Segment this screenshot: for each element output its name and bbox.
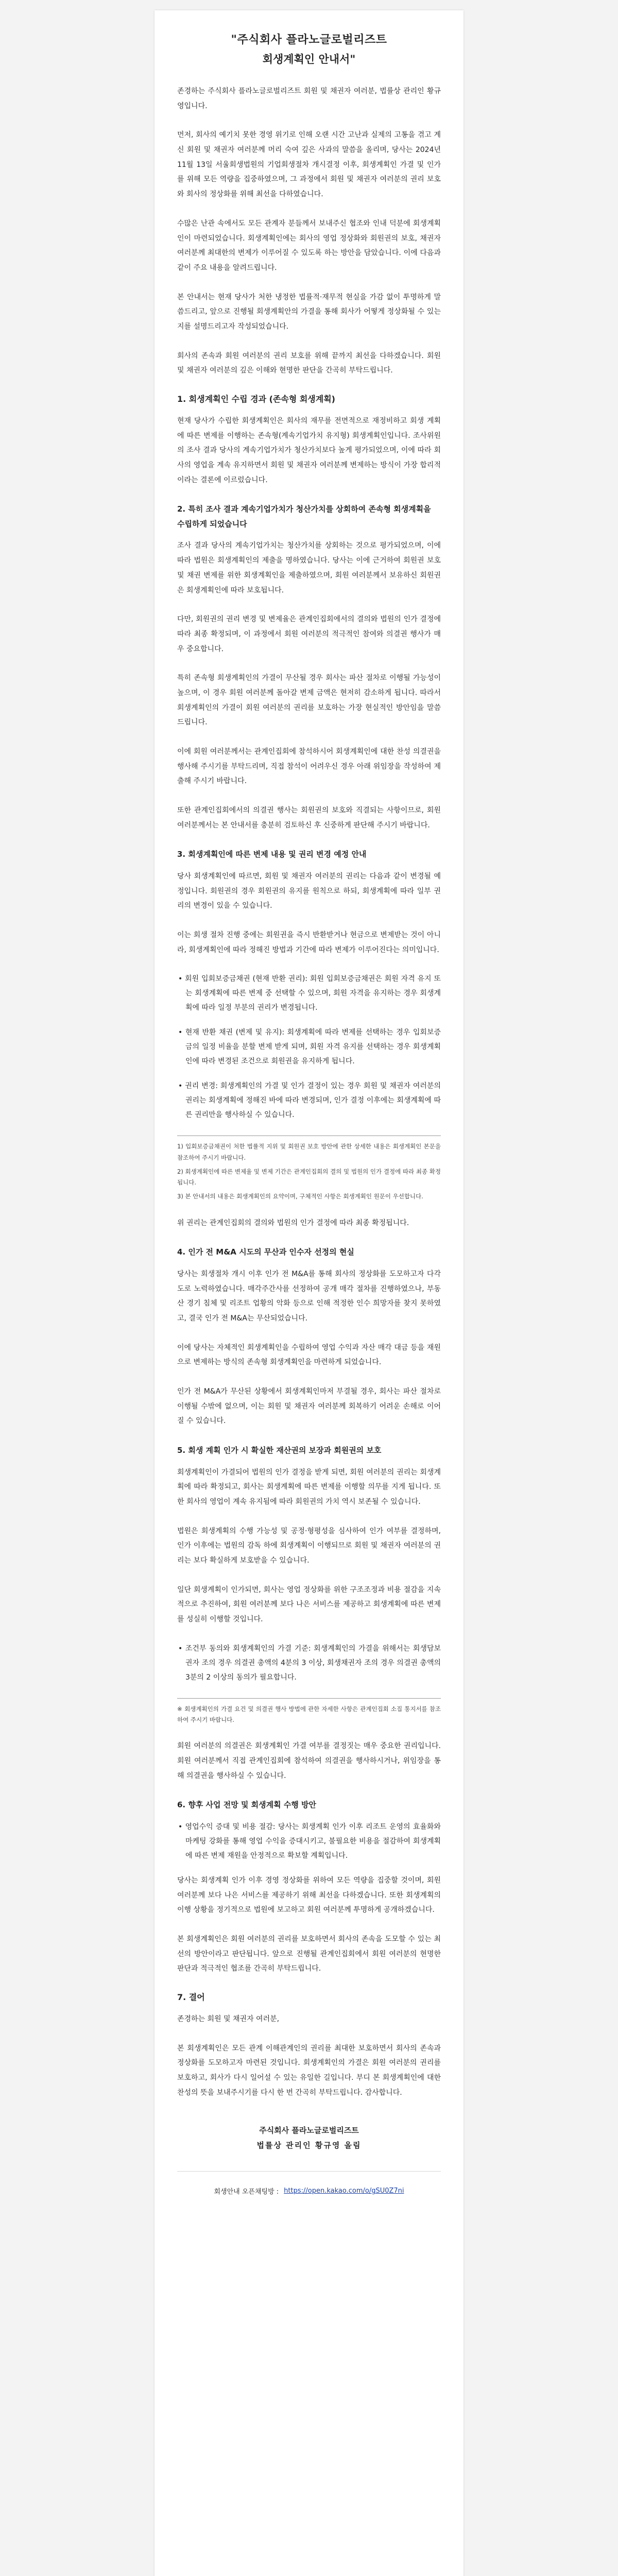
title-main: "주식회사 플라노글로벌리즈트 [231, 33, 387, 46]
intro-paragraph: 본 안내서는 현재 당사가 처한 냉정한 법률적·재무적 현실을 가감 없이 투명하게 말씀드리고, 앞으로 진행될 회생계획안의 가결을 통해 회사가 어떻게 정상화될 수 있는지를 설명드리고자 작성되었습니다. [177, 293, 441, 331]
section-1-title: 1. 회생계획인 수립 경과 (존속형 회생계획) [177, 394, 335, 404]
section-paragraph: 또한 관계인집회에서의 의결권 행사는 회원권의 보호와 직결되는 사항이므로, 회원 여러분께서는 본 안내서를 충분히 검토하신 후 신중하게 판단해 주시기 바랍니다. [177, 806, 441, 829]
subsection-6-title: 6. 향후 사업 전망 및 회생계획 수행 방안 [177, 1800, 317, 1810]
section-paragraph: 당사는 회생절차 개시 이후 인가 전 M&A를 통해 회사의 정상화를 도모하고자 다각도로 노력하였습니다. 매각주간사를 선정하여 공개 매각 절차를 진행하였으나, 부동산 경기 침체 및 리조트 업황의 악화 등으로 인해 적정한 인수 희망자를 찾지 못하였고, 결국 인가 전 M&A는 무산되었습니다. [177, 1269, 441, 1323]
title-sub: 회생계획인 안내서" [262, 53, 356, 65]
section-paragraph: 이에 당사는 자체적인 회생계획인을 수립하여 영업 수익과 자산 매각 대금 등을 재원으로 변제하는 방식의 존속형 회생계획인을 마련하게 되었습니다. [177, 1343, 441, 1367]
section-paragraph: 일단 회생계획이 인가되면, 회사는 영업 정상화를 위한 구조조정과 비용 절감을 지속적으로 추진하여, 회원 여러분께 보다 나은 서비스를 제공하고 회생계획에 따른 변제를 성실히 이행할 것입니다. [177, 1585, 441, 1624]
section-7-title: 7. 결어 [177, 1992, 205, 2002]
section-paragraph: 특히 존속형 회생계획인의 가결이 무산될 경우 회사는 파산 절차로 이행될 가능성이 높으며, 이 경우 회원 여러분께 돌아갈 변제 금액은 현저히 감소하게 됩니다. 따라서 회생계획인의 가결이 회원 여러분의 권리를 보호하는 가장 현실적인 방안임을 말씀드립니다. [177, 674, 441, 727]
intro-paragraph: 먼저, 회사의 예기치 못한 경영 위기로 인해 오랜 시간 고난과 실제의 고통을 겪고 계신 회원 및 채권자 여러분께 머리 숙여 깊은 사과의 말씀을 올리며, 당사는 2024년 11월 13일 서울회생법원의 기업회생절차 개시결정 이후, 회생계획인 가결 및 인가를 위해 모든 역량을 집중하였으며, 그 과정에서 회원 및 채권자 여러분의 권리 보호와 회사의 정상화를 위해 최선을 다하였습니다. [177, 131, 441, 199]
section-paragraph: 회생계획인이 가결되어 법원의 인가 결정을 받게 되면, 회원 여러분의 권리는 회생계획에 따라 확정되고, 회사는 회생계획에 따른 변제를 이행할 의무를 지게 됩니다. 또한 회사의 영업이 계속 유지됨에 따라 회원권의 가치 역시 보존될 수 있습니다. [177, 1468, 441, 1506]
footnote: ※ 회생계획인의 가결 요건 및 의결권 행사 방법에 관한 자세한 사항은 관계인집회 소집 통지서를 참조하여 주시기 바랍니다. [177, 1705, 441, 1724]
section-paragraph: 회원 여러분의 의결권은 회생계획인 가결 여부를 결정짓는 매우 중요한 권리입니다. 회원 여러분께서 직접 관계인집회에 참석하여 의결권을 행사하시거나, 위임장을 통해 의결권을 행사하실 수 있습니다. [177, 1742, 441, 1780]
section-paragraph: 이는 회생 절차 진행 중에는 회원권을 즉시 반환받거나 현금으로 변제받는 것이 아니라, 회생계획인에 따라 정해진 방법과 기간에 따라 변제가 이루어진다는 의미입니다. [177, 931, 441, 954]
bullet-item: • 권리 변경: 회생계획인의 가결 및 인가 결정이 있는 경우 회원 및 채권자 여러분의 권리는 회생계획에 정해진 바에 따라 변경되며, 인가 결정 이후에는 회생계획에 따른 권리만을 행사하실 수 있습니다. [178, 1082, 441, 1120]
notice-page [154, 10, 464, 2576]
intro-paragraph: 수많은 난관 속에서도 모든 관계자 분들께서 보내주신 협조와 인내 덕분에 회생계획인이 마련되었습니다. 회생계획인에는 회사의 영업 정상화와 회원권의 보호, 채권자 여러분께 최대한의 변제가 이루어질 수 있도록 하는 방안을 담았습니다. 이에 다음과 같이 주요 내용을 알려드립니다. [177, 219, 441, 272]
inquiry-row [177, 2186, 441, 2196]
section-paragraph: 다만, 회원권의 권리 변경 및 변제율은 관계인집회에서의 결의와 법원의 인가 결정에 따라 최종 확정되며, 이 과정에서 회원 여러분의 적극적인 참여와 의결권 행사가 매우 중요합니다. [177, 615, 441, 653]
intro-paragraph: 존경하는 주식회사 플라노글로벌리즈트 회원 및 채권자 여러분, 법률상 관리인 황규영입니다. [177, 87, 441, 110]
section-paragraph: 본 회생계획인은 회원 여러분의 권리를 보호하면서 회사의 존속을 도모할 수 있는 최선의 방안이라고 판단됩니다. 앞으로 진행될 관계인집회에서 회원 여러분의 현명한 판단과 적극적인 협조를 간곡히 부탁드립니다. [177, 1935, 441, 1973]
section-paragraph: 조사 결과 당사의 계속기업가치는 청산가치를 상회하는 것으로 평가되었으며, 이에 따라 법원은 회생계획인의 제출을 명하였습니다. 당사는 이에 근거하여 회원권 보호 및 채권 변제를 위한 회생계획인을 제출하였으며, 회원 여러분께서 보유하신 회원권은 회생계획인에 따라 보호됩니다. [177, 541, 441, 595]
inquiry-label: 회생안내 오픈채팅방 : [214, 2188, 279, 2196]
bullet-item: • 영업수익 증대 및 비용 절감: 당사는 회생계획 인가 이후 리조트 운영의 효율화와 마케팅 강화를 통해 영업 수익을 증대시키고, 불필요한 비용을 절감하여 회생계획에 따른 변제 재원을 안정적으로 확보할 계획입니다. [178, 1822, 441, 1860]
divider [177, 2171, 441, 2172]
section-paragraph: 인가 전 M&A가 무산된 상황에서 회생계획인마저 부결될 경우, 회사는 파산 절차로 이행될 수밖에 없으며, 이는 회원 및 채권자 여러분께 회복하기 어려운 손해로 이어질 수 있습니다. [177, 1387, 441, 1426]
closing-signature [177, 2125, 441, 2150]
bullet-item: • 회원 입회보증금채권 (현재 반환 권리): 회원 입회보증금채권은 회원 자격 유지 또는 회생계획에 따른 변제 중 선택할 수 있으며, 회원 자격을 유지하는 경우 회생계획에 따라 일정 부분의 권리가 변경됩니다. [178, 975, 441, 1012]
section-paragraph: 현재 당사가 수립한 회생계획인은 회사의 재무를 전면적으로 재정비하고 회생 계획에 따른 변제를 이행하는 존속형(계속기업가치 유지형) 회생계획인입니다. 조사위원의 조사 결과 당사의 계속기업가치가 청산가치보다 높게 평가되었으며, 이에 따라 회사의 영업을 계속 유지하면서 회원 및 채권자 여러분께 변제하는 방식이 가장 합리적이라는 결론에 이르렀습니다. [177, 417, 441, 484]
footnote-box [177, 1698, 441, 1726]
section-paragraph: 당사 회생계획인에 따르면, 회원 및 채권자 여러분의 권리는 다음과 같이 변경될 예정입니다. 회원권의 경우 회원권의 유지를 원칙으로 하되, 회생계획에 따라 일부 권리의 변경이 있을 수 있습니다. [177, 872, 441, 910]
section-paragraph: 존경하는 회원 및 채권자 여러분, [177, 2014, 280, 2023]
footnote: 2) 회생계획인에 따른 변제율 및 변제 기간은 관계인집회의 결의 및 법원의 인가 결정에 따라 최종 확정됩니다. [177, 1167, 441, 1187]
section-paragraph: 당사는 회생계획 인가 이후 경영 정상화를 위하여 모든 역량을 집중할 것이며, 회원 여러분께 보다 나은 서비스를 제공하기 위해 최선을 다하겠습니다. 또한 회생계획의 이행 상황을 정기적으로 법원에 보고하고 회원 여러분께 투명하게 공개하겠습니다. [177, 1876, 441, 1914]
bullet-item: • 조건부 동의와 회생계획인의 가결 기준: 회생계획인의 가결을 위해서는 회생담보권자 조의 경우 의결권 총액의 4분의 3 이상, 회생채권자 조의 경우 의결권 총액의 3분의 2 이상의 동의가 필요합니다. [178, 1644, 441, 1682]
footnote-box [177, 1136, 441, 1202]
section-paragraph: 법원은 회생계획의 수행 가능성 및 공정·형평성을 심사하여 인가 여부를 결정하며, 인가 이후에는 법원의 감독 하에 회생계획이 이행되므로 회원 및 채권자 여러분의 권리는 보다 확실하게 보호받을 수 있습니다. [177, 1527, 441, 1565]
footnote: 3) 본 안내서의 내용은 회생계획인의 요약이며, 구체적인 사항은 회생계획인 원문이 우선합니다. [177, 1193, 423, 1200]
section-paragraph: 이에 회원 여러분께서는 관계인집회에 참석하시어 회생계획인에 대한 찬성 의결권을 행사해 주시기를 부탁드리며, 직접 참석이 어려우신 경우 아래 위임장을 작성하여 제출해 주시기 바랍니다. [177, 748, 441, 786]
closing-representative: 법률상 관리인 황규영 올림 [256, 2141, 362, 2150]
open-chat-link[interactable]: https://open.kakao.com/o/gSU0Z7ni [284, 2187, 404, 2195]
subsection-4-title: 4. 인가 전 M&A 시도의 무산과 인수자 선정의 현실 [177, 1247, 354, 1257]
section-paragraph: 위 권리는 관계인집회의 결의와 법원의 인가 결정에 따라 최종 확정됩니다. [177, 1218, 409, 1227]
notice-title [177, 31, 441, 66]
subsection-5-title: 5. 회생 계획 인가 시 확실한 재산권의 보장과 회원권의 보호 [177, 1446, 382, 1455]
footnote: 1) 입회보증금채권이 처한 법률적 지위 및 회원권 보호 방안에 관한 상세한 내용은 회생계획인 본문을 참조하여 주시기 바랍니다. [177, 1143, 441, 1161]
intro-paragraph: 회사의 존속과 회원 여러분의 권리 보호를 위해 끝까지 최선을 다하겠습니다. 회원 및 채권자 여러분의 깊은 이해와 현명한 판단을 간곡히 부탁드립니다. [177, 351, 441, 375]
bullet-item: • 현재 반환 채권 (변제 및 유지): 회생계획에 따라 변제를 선택하는 경우 입회보증금의 일정 비율을 분할 변제 받게 되며, 회원 자격 유지를 선택하는 경우 회생계획인에 따라 변경된 조건으로 회원권을 유지하게 됩니다. [178, 1028, 441, 1066]
closing-company: 주식회사 플라노글로벌리즈트 [259, 2126, 359, 2136]
section-paragraph: 본 회생계획인은 모든 관계 이해관계인의 권리를 최대한 보호하면서 회사의 존속과 정상화를 도모하고자 마련된 것입니다. 회생계획인의 가결은 회원 여러분의 권리를 보호하고, 회사가 다시 일어설 수 있는 유일한 길입니다. 부디 본 회생계획인에 대한 찬성의 뜻을 보내주시기를 다시 한 번 간곡히 부탁드립니다. 감사합니다. [177, 2044, 441, 2097]
subsection-2-title: 2. 특히 조사 결과 계속기업가치가 청산가치를 상회하여 존속형 회생계획을 수립하게 되었습니다 [177, 504, 431, 529]
subsection-3-title: 3. 회생계획인에 따른 변제 내용 및 권리 변경 예정 안내 [177, 850, 367, 859]
